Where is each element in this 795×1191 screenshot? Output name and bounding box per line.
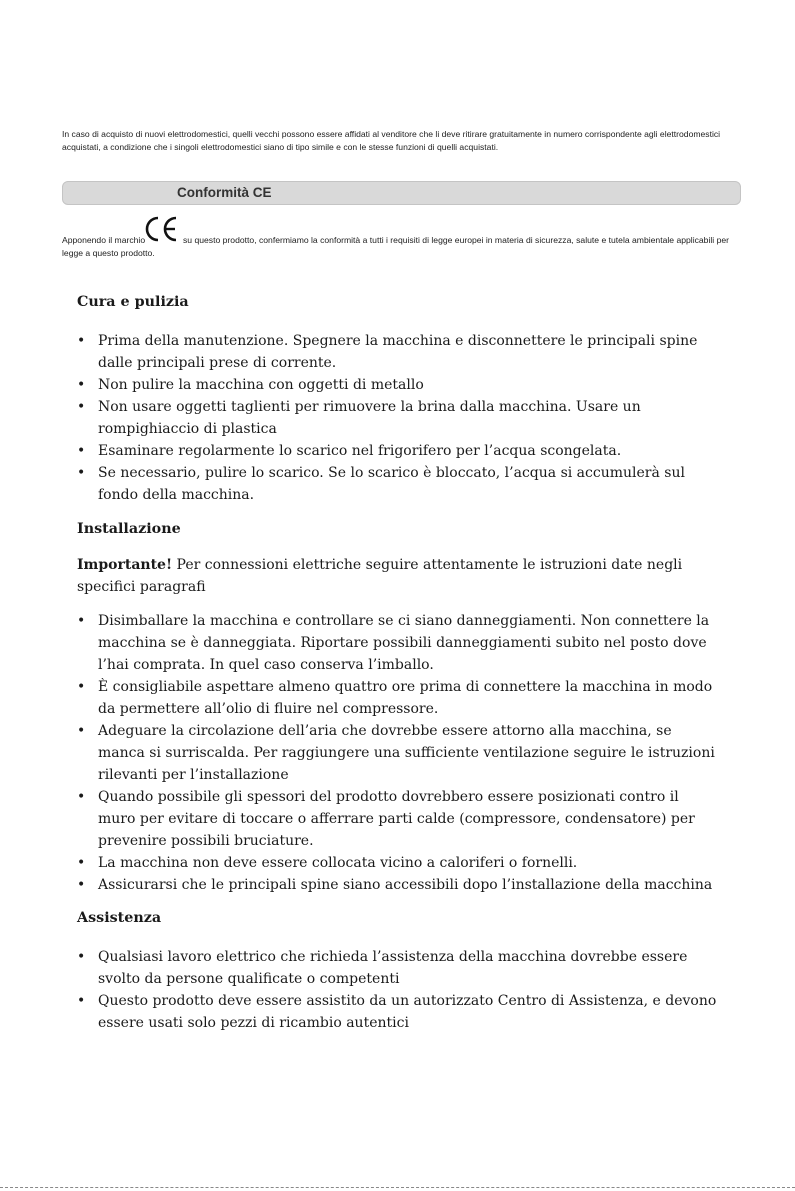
service-list [77,946,717,1034]
list-item: • Quando possibile gli spessori del prodotto dovrebbero essere posizionati contro il muro per evitare di toccare o afferrare parti calde (compressore, condensatore) per prevenire possibili bruciature. [77,786,717,852]
important-note [77,554,717,598]
important-text: Per connessioni elettriche seguire attentamente le istruzioni date negli specifici paragrafi [77,557,683,595]
intro-paragraph: In caso di acquisto di nuovi elettrodomestici, quelli vecchi possono essere affidati al venditore che li deve ritirare gratuitamente in numero corrispondente agli elettrodomestici acquistati, a condizione che i singoli elettrodomestici siano di tipo simile e con le stesse funzioni di quelli acquistati. [62,129,721,152]
ce-section-bar [62,181,741,205]
page-bottom-divider [0,1187,795,1188]
list-item: • Assicurarsi che le principali spine siano accessibili dopo l’installazione della macchina [77,874,717,896]
list-item: • Se necessario, pulire lo scarico. Se lo scarico è bloccato, l’acqua si accumulerà sul fondo della macchina. [77,462,717,506]
installation-heading: Installazione [77,521,181,537]
list-item: • Adeguare la circolazione dell’aria che dovrebbe essere attorno alla macchina, se manca si surriscalda. Per raggiungere una sufficiente ventilazione seguire le istruzioni rilevanti per l’installazione [77,720,717,786]
list-item: • La macchina non deve essere collocata vicino a caloriferi o fornelli. [77,852,717,874]
important-label: Importante! [77,557,173,573]
list-item: • Disimballare la macchina e controllare se ci siano danneggiamenti. Non connettere la macchina se è danneggiata. Riportare possibili danneggiamenti subito nel posto dove l’hai comprata. In quel caso conserva l’imballo. [77,610,717,676]
list-item: • Non usare oggetti taglienti per rimuovere la brina dalla macchina. Usare un rompighiaccio di plastica [77,396,717,440]
ce-text-body: su questo prodotto, confermiamo la conformità a tutti i requisiti di legge europei in materia di sicurezza, salute e tutela ambientale applicabili per [183,235,729,245]
care-heading: Cura e pulizia [77,294,189,310]
ce-section-title: Conformità CE [177,185,272,200]
service-heading: Assistenza [77,910,162,926]
care-list [77,330,717,506]
list-item: • Non pulire la macchina con oggetti di metallo [77,374,717,396]
ce-text-prefix: Apponendo il marchio [62,235,146,245]
list-item: • Questo prodotto deve essere assistito da un autorizzato Centro di Assistenza, e devono essere usati solo pezzi di ricambio autentici [77,990,717,1034]
list-item: • Prima della manutenzione. Spegnere la macchina e disconnettere le principali spine dalle principali prese di corrente. [77,330,717,374]
list-item: • È consigliabile aspettare almeno quattro ore prima di connettere la macchina in modo da permettere all’olio di fluire nel compressore. [77,676,717,720]
ce-text-end: legge a questo prodotto. [62,248,155,258]
installation-list [77,610,717,896]
list-item: • Qualsiasi lavoro elettrico che richieda l’assistenza della macchina dovrebbe essere svolto da persone qualificate o competenti [77,946,717,990]
ce-mark-icon [142,214,182,244]
list-item: • Esaminare regolarmente lo scarico nel frigorifero per l’acqua scongelata. [77,440,717,462]
